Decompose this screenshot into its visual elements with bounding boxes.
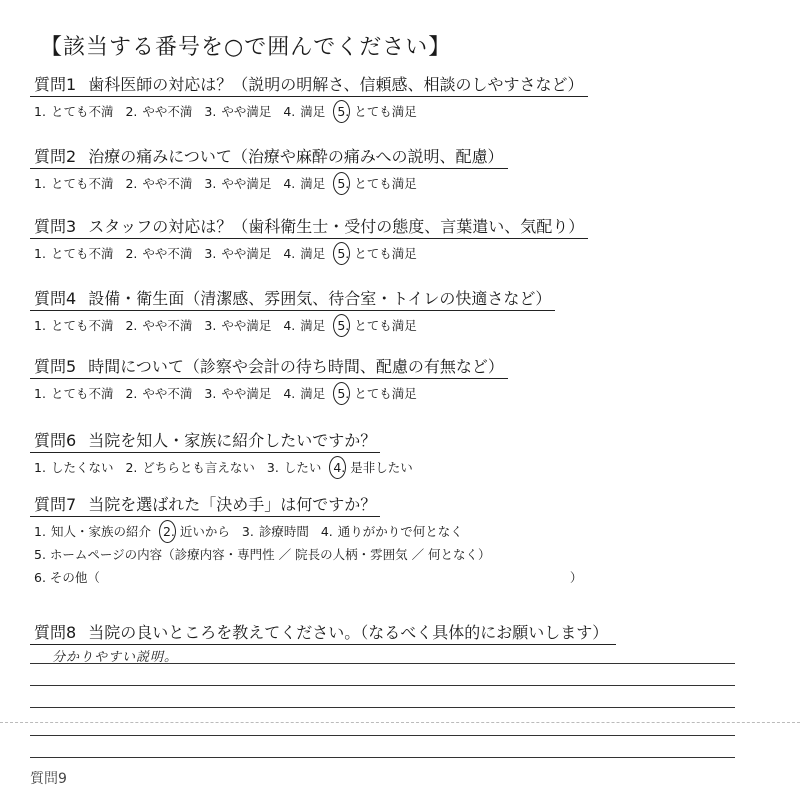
question-5-heading: [30, 354, 508, 379]
option-label: 通りがかりで何となく: [337, 524, 463, 539]
option-4[interactable]: 4. 満足: [283, 318, 326, 333]
answer-line-1: [30, 663, 735, 664]
option-4[interactable]: 4. 満足: [283, 104, 326, 119]
option-1[interactable]: 1. とても不満: [34, 318, 114, 333]
option-6-close: ）: [569, 570, 583, 585]
option-3[interactable]: 3. やや満足: [204, 176, 272, 191]
option-label: 診療時間: [258, 524, 309, 539]
option-label: 満足: [300, 386, 326, 401]
page-title: 【該当する番号を○で囲んでください】: [40, 35, 452, 60]
question-8: [30, 620, 616, 645]
option-label: どちらとも言えない: [142, 460, 255, 475]
option-1[interactable]: 1. とても不満: [34, 386, 114, 401]
question-1-options: [30, 102, 588, 120]
page-fold: [0, 722, 800, 723]
option-label: 満足: [300, 246, 326, 261]
option-4[interactable]: 4. 是非したい: [333, 460, 413, 475]
option-4[interactable]: 4. 通りがかりで何となく: [320, 524, 463, 539]
question-number: 質問3: [34, 217, 77, 236]
option-label: 近いから: [179, 524, 230, 539]
question-text: 当院の良いところを教えてください。（なるべく具体的にお願いします）: [88, 623, 609, 642]
option-3[interactable]: 3. やや満足: [204, 104, 272, 119]
question-text: スタッフの対応は？（歯科衛生士・受付の態度、言葉遣い、気配り）: [88, 217, 585, 236]
option-5[interactable]: 5. とても満足: [337, 386, 417, 401]
question-5-options: [30, 384, 508, 402]
question-4-options: [30, 316, 555, 334]
option-label: とても不満: [50, 104, 114, 119]
question-3: [30, 214, 588, 262]
question-text: 当院を知人・家族に紹介したいですか？: [88, 431, 377, 450]
option-label: やや満足: [221, 386, 272, 401]
option-label: 満足: [300, 104, 326, 119]
option-label: とても不満: [50, 318, 114, 333]
question-number: 質問6: [34, 431, 77, 450]
option-5[interactable]: 5. とても満足: [337, 104, 417, 119]
question-7-option-6[interactable]: [30, 568, 582, 586]
option-label: やや不満: [142, 246, 193, 261]
question-6: [30, 428, 425, 476]
option-label: やや不満: [142, 386, 193, 401]
option-6-label: 6. その他（: [34, 570, 100, 585]
option-2[interactable]: 2. やや不満: [125, 246, 193, 261]
option-label: 満足: [300, 176, 326, 191]
answer-line-3: [30, 707, 735, 708]
question-7: [30, 492, 582, 586]
option-2[interactable]: 2. やや不満: [125, 318, 193, 333]
question-4: [30, 286, 555, 334]
option-label: したい: [283, 460, 322, 475]
question-2-heading: [30, 144, 508, 169]
option-1[interactable]: 1. 知人・家族の紹介: [34, 524, 151, 539]
option-3[interactable]: 3. 診療時間: [241, 524, 309, 539]
option-1[interactable]: 1. したくない: [34, 460, 114, 475]
option-4[interactable]: 4. 満足: [283, 386, 326, 401]
question-2-options: [30, 174, 508, 192]
question-text: 設備・衛生面（清潔感、雰囲気、待合室・トイレの快適さなど）: [88, 289, 552, 308]
question-4-heading: [30, 286, 555, 311]
option-2[interactable]: 2. やや不満: [125, 386, 193, 401]
question-text: 当院を選ばれた「決め手」は何ですか？: [88, 495, 377, 514]
option-label: とても不満: [50, 176, 114, 191]
cut-off-question: 質問9: [30, 771, 67, 787]
option-5[interactable]: 5. とても満足: [337, 176, 417, 191]
option-label: 知人・家族の紹介: [50, 524, 151, 539]
option-label: やや満足: [221, 104, 272, 119]
answer-line-2: [30, 685, 735, 686]
option-label: やや不満: [142, 104, 193, 119]
option-label: やや満足: [221, 318, 272, 333]
option-label: やや満足: [221, 176, 272, 191]
question-5: [30, 354, 508, 402]
option-3[interactable]: 3. やや満足: [204, 318, 272, 333]
option-label: とても満足: [354, 318, 417, 333]
option-label: 是非したい: [350, 460, 413, 475]
question-6-options: [30, 458, 425, 476]
question-6-heading: [30, 428, 380, 453]
option-3[interactable]: 3. やや満足: [204, 386, 272, 401]
question-number: 質問4: [34, 289, 77, 308]
option-5[interactable]: 5. とても満足: [337, 318, 417, 333]
option-1[interactable]: 1. とても不満: [34, 104, 114, 119]
question-3-options: [30, 244, 588, 262]
option-3[interactable]: 3. したい: [266, 460, 322, 475]
question-text: 治療の痛みについて（治療や麻酔の痛みへの説明、配慮）: [88, 147, 504, 166]
option-label: 満足: [300, 318, 326, 333]
question-number: 質問5: [34, 357, 77, 376]
handwritten-answer: 分かりやすい説明。: [52, 650, 179, 665]
option-2[interactable]: 2. やや不満: [125, 176, 193, 191]
question-7-option-5[interactable]: 5. ホームページの内容（診療内容・専門性 ／ 院長の人柄・雰囲気 ／ 何となく）: [34, 547, 491, 562]
option-label: したくない: [50, 460, 114, 475]
question-number: 質問7: [34, 495, 77, 514]
question-7-options-row1: [30, 522, 582, 540]
answer-line-4: [30, 735, 735, 736]
option-label: とても不満: [50, 386, 114, 401]
option-2[interactable]: 2. やや不満: [125, 104, 193, 119]
option-label: とても不満: [50, 246, 114, 261]
option-5[interactable]: 5. とても満足: [337, 246, 417, 261]
option-2[interactable]: 2. 近いから: [162, 524, 230, 539]
option-label: やや満足: [221, 246, 272, 261]
option-label: とても満足: [354, 246, 417, 261]
question-number: 質問2: [34, 147, 77, 166]
option-label: やや不満: [142, 318, 193, 333]
question-number: 質問8: [34, 623, 77, 642]
option-1[interactable]: 1. とても不満: [34, 246, 114, 261]
question-1: [30, 72, 588, 120]
option-2[interactable]: 2. どちらとも言えない: [125, 460, 255, 475]
question-number: 質問1: [34, 75, 77, 94]
option-4[interactable]: 4. 満足: [283, 246, 326, 261]
option-label: とても満足: [354, 386, 417, 401]
question-text: 歯科医師の対応は？（説明の明解さ、信頼感、相談のしやすさなど）: [88, 75, 584, 94]
option-label: やや不満: [142, 176, 193, 191]
question-8-heading: [30, 620, 616, 645]
answer-line-5: [30, 757, 735, 758]
question-2: [30, 144, 508, 192]
option-label: とても満足: [354, 176, 417, 191]
question-3-heading: [30, 214, 588, 239]
question-7-heading: [30, 492, 380, 517]
option-3[interactable]: 3. やや満足: [204, 246, 272, 261]
question-1-heading: [30, 72, 588, 97]
option-4[interactable]: 4. 満足: [283, 176, 326, 191]
option-label: とても満足: [354, 104, 417, 119]
option-1[interactable]: 1. とても不満: [34, 176, 114, 191]
question-text: 時間について（診察や会計の待ち時間、配慮の有無など）: [88, 357, 504, 376]
